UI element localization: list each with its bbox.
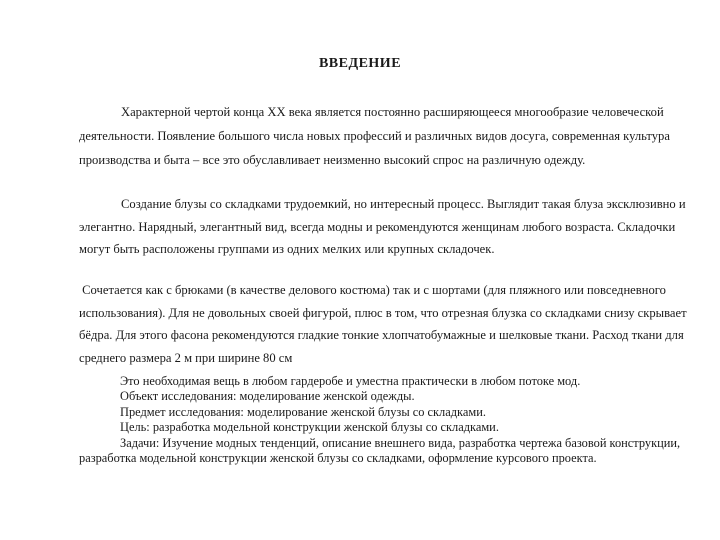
list-item-necessity: Это необходимая вещь в любом гардеробе и уместна практически в любом потоке мод. bbox=[120, 374, 581, 388]
list-item-tasks: Задачи: Изучение модных тенденций, описание внешнего вида, разработка чертежа базовой конструкции, разработка модельной конструкции женской блузы со складками, оформление курсового проекта. bbox=[79, 435, 681, 466]
paragraph-usage bbox=[79, 279, 693, 369]
list-item-subject: Предмет исследования: моделирование женской блузы со складками. bbox=[120, 404, 486, 419]
page-title: ВВЕДЕНИЕ bbox=[318, 56, 402, 71]
research-list bbox=[79, 374, 693, 466]
paragraph-intro-text: Характерной чертой конца XX века является постоянно расширяющееся многообразие человеческой деятельности. Появление большого числа новых профессий и различных видов досуга, современная культура производства и быта – все это обуславливает неизменно высокий спрос на различную одежду. bbox=[79, 105, 670, 167]
list-item-goal: Цель: разработка модельной конструкции женской блузы со складками. bbox=[120, 420, 499, 435]
paragraph-usage-text: Сочетается как с брюками (в качестве делового костюма) так и с шортами (для пляжного или повседневного использования). Для не довольных своей фигурой, плюс в том, что отрезная блузка со складками снизу скрывает бёдра. Для этого фасона рекомендуются гладкие тонкие хлопчатобумажные и шелковые ткани. Расход ткани для среднего размера 2 м при ширине 80 см bbox=[79, 283, 687, 365]
paragraph-blouse-description bbox=[79, 193, 693, 261]
paragraph-intro bbox=[79, 100, 693, 172]
paragraph-blouse-description-text: Создание блузы со складками трудоемкий, но интересный процесс. Выглядит такая блуза эксклюзивно и элегантно. Нарядный, элегантный вид, всегда модны и рекомендуются женщинам любого возраста. Складочки могут быть расположены группами из одних мелких или крупных складочек. bbox=[79, 197, 686, 256]
list-item-object: Объект исследования: моделирование женской одежды. bbox=[120, 389, 415, 404]
